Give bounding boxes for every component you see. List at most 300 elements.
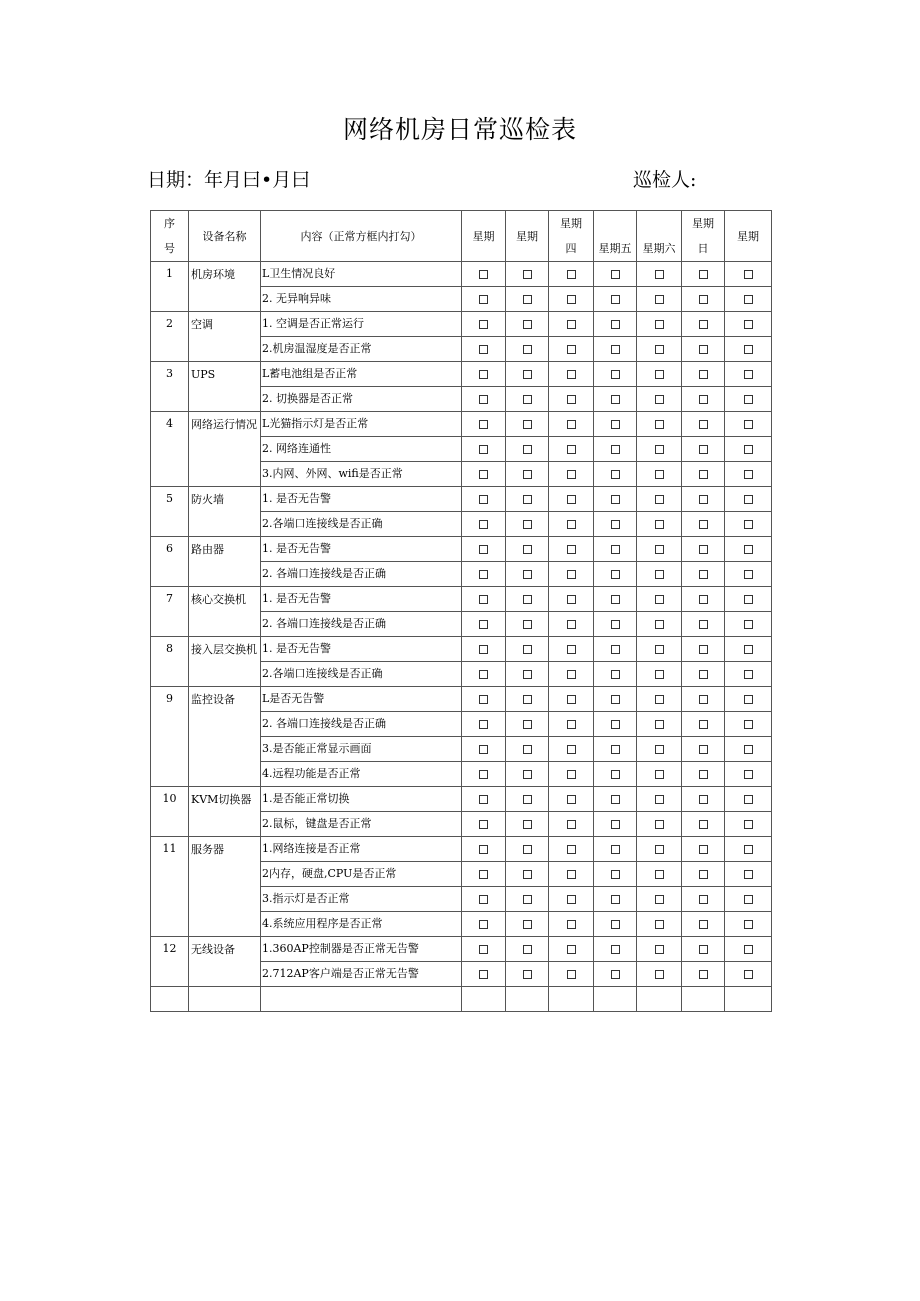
checkbox-icon[interactable] <box>611 570 620 579</box>
day-check-cell[interactable] <box>462 312 506 337</box>
checkbox-icon[interactable] <box>744 845 753 854</box>
day-check-cell[interactable] <box>506 262 549 287</box>
checkbox-icon[interactable] <box>523 620 532 629</box>
day-check-cell[interactable] <box>725 787 772 812</box>
checkbox-icon[interactable] <box>479 270 488 279</box>
checkbox-icon[interactable] <box>699 295 708 304</box>
checkbox-icon[interactable] <box>699 545 708 554</box>
day-check-cell[interactable] <box>725 737 772 762</box>
day-check-cell[interactable] <box>549 287 594 312</box>
day-check-cell[interactable] <box>637 537 682 562</box>
checkbox-icon[interactable] <box>611 770 620 779</box>
day-check-cell[interactable] <box>682 337 725 362</box>
checkbox-icon[interactable] <box>655 420 664 429</box>
checkbox-icon[interactable] <box>699 920 708 929</box>
day-check-cell[interactable] <box>506 737 549 762</box>
checkbox-icon[interactable] <box>699 670 708 679</box>
day-check-cell[interactable] <box>682 462 725 487</box>
day-check-cell[interactable] <box>637 262 682 287</box>
day-check-cell[interactable] <box>682 962 725 987</box>
checkbox-icon[interactable] <box>655 545 664 554</box>
day-check-cell[interactable] <box>462 612 506 637</box>
checkbox-icon[interactable] <box>479 320 488 329</box>
day-check-cell[interactable] <box>594 462 637 487</box>
day-check-cell[interactable] <box>682 837 725 862</box>
checkbox-icon[interactable] <box>699 470 708 479</box>
checkbox-icon[interactable] <box>567 395 576 404</box>
day-check-cell[interactable] <box>462 512 506 537</box>
checkbox-icon[interactable] <box>699 870 708 879</box>
checkbox-icon[interactable] <box>744 645 753 654</box>
day-check-cell[interactable] <box>725 512 772 537</box>
day-check-cell[interactable] <box>637 737 682 762</box>
checkbox-icon[interactable] <box>655 845 664 854</box>
checkbox-icon[interactable] <box>655 620 664 629</box>
day-check-cell[interactable] <box>506 437 549 462</box>
day-check-cell[interactable] <box>506 312 549 337</box>
checkbox-icon[interactable] <box>479 470 488 479</box>
checkbox-icon[interactable] <box>699 795 708 804</box>
checkbox-icon[interactable] <box>611 895 620 904</box>
day-check-cell[interactable] <box>549 662 594 687</box>
checkbox-icon[interactable] <box>699 695 708 704</box>
blank-cell[interactable] <box>462 987 506 1012</box>
checkbox-icon[interactable] <box>523 345 532 354</box>
checkbox-icon[interactable] <box>567 770 576 779</box>
checkbox-icon[interactable] <box>479 720 488 729</box>
checkbox-icon[interactable] <box>479 345 488 354</box>
day-check-cell[interactable] <box>637 487 682 512</box>
day-check-cell[interactable] <box>549 937 594 962</box>
day-check-cell[interactable] <box>682 262 725 287</box>
day-check-cell[interactable] <box>594 487 637 512</box>
day-check-cell[interactable] <box>682 362 725 387</box>
day-check-cell[interactable] <box>637 812 682 837</box>
day-check-cell[interactable] <box>594 912 637 937</box>
blank-cell[interactable] <box>506 987 549 1012</box>
day-check-cell[interactable] <box>637 762 682 787</box>
day-check-cell[interactable] <box>725 287 772 312</box>
checkbox-icon[interactable] <box>567 970 576 979</box>
day-check-cell[interactable] <box>682 662 725 687</box>
day-check-cell[interactable] <box>594 812 637 837</box>
checkbox-icon[interactable] <box>479 770 488 779</box>
checkbox-icon[interactable] <box>744 520 753 529</box>
day-check-cell[interactable] <box>549 587 594 612</box>
day-check-cell[interactable] <box>725 762 772 787</box>
day-check-cell[interactable] <box>637 562 682 587</box>
checkbox-icon[interactable] <box>744 670 753 679</box>
checkbox-icon[interactable] <box>699 945 708 954</box>
checkbox-icon[interactable] <box>699 895 708 904</box>
day-check-cell[interactable] <box>725 462 772 487</box>
checkbox-icon[interactable] <box>611 920 620 929</box>
checkbox-icon[interactable] <box>744 345 753 354</box>
checkbox-icon[interactable] <box>567 695 576 704</box>
day-check-cell[interactable] <box>549 912 594 937</box>
checkbox-icon[interactable] <box>655 270 664 279</box>
day-check-cell[interactable] <box>682 912 725 937</box>
checkbox-icon[interactable] <box>567 820 576 829</box>
day-check-cell[interactable] <box>594 712 637 737</box>
checkbox-icon[interactable] <box>655 295 664 304</box>
day-check-cell[interactable] <box>462 962 506 987</box>
day-check-cell[interactable] <box>725 862 772 887</box>
checkbox-icon[interactable] <box>699 745 708 754</box>
day-check-cell[interactable] <box>725 662 772 687</box>
day-check-cell[interactable] <box>462 687 506 712</box>
checkbox-icon[interactable] <box>655 970 664 979</box>
checkbox-icon[interactable] <box>699 770 708 779</box>
day-check-cell[interactable] <box>725 712 772 737</box>
checkbox-icon[interactable] <box>523 370 532 379</box>
day-check-cell[interactable] <box>506 787 549 812</box>
checkbox-icon[interactable] <box>611 370 620 379</box>
checkbox-icon[interactable] <box>744 545 753 554</box>
day-check-cell[interactable] <box>725 387 772 412</box>
day-check-cell[interactable] <box>594 387 637 412</box>
checkbox-icon[interactable] <box>567 420 576 429</box>
checkbox-icon[interactable] <box>744 445 753 454</box>
day-check-cell[interactable] <box>506 887 549 912</box>
day-check-cell[interactable] <box>462 937 506 962</box>
day-check-cell[interactable] <box>506 662 549 687</box>
day-check-cell[interactable] <box>682 587 725 612</box>
day-check-cell[interactable] <box>594 962 637 987</box>
checkbox-icon[interactable] <box>479 420 488 429</box>
checkbox-icon[interactable] <box>699 845 708 854</box>
day-check-cell[interactable] <box>594 787 637 812</box>
day-check-cell[interactable] <box>637 912 682 937</box>
day-check-cell[interactable] <box>725 687 772 712</box>
checkbox-icon[interactable] <box>611 795 620 804</box>
day-check-cell[interactable] <box>549 462 594 487</box>
checkbox-icon[interactable] <box>744 495 753 504</box>
day-check-cell[interactable] <box>506 637 549 662</box>
day-check-cell[interactable] <box>594 362 637 387</box>
day-check-cell[interactable] <box>549 862 594 887</box>
day-check-cell[interactable] <box>549 262 594 287</box>
checkbox-icon[interactable] <box>744 745 753 754</box>
day-check-cell[interactable] <box>637 862 682 887</box>
checkbox-icon[interactable] <box>523 295 532 304</box>
day-check-cell[interactable] <box>549 512 594 537</box>
checkbox-icon[interactable] <box>611 870 620 879</box>
blank-cell[interactable] <box>725 987 772 1012</box>
checkbox-icon[interactable] <box>744 395 753 404</box>
day-check-cell[interactable] <box>682 487 725 512</box>
day-check-cell[interactable] <box>594 737 637 762</box>
day-check-cell[interactable] <box>637 462 682 487</box>
day-check-cell[interactable] <box>462 862 506 887</box>
day-check-cell[interactable] <box>682 312 725 337</box>
checkbox-icon[interactable] <box>479 945 488 954</box>
checkbox-icon[interactable] <box>479 495 488 504</box>
checkbox-icon[interactable] <box>611 470 620 479</box>
blank-cell[interactable] <box>189 987 261 1012</box>
checkbox-icon[interactable] <box>567 370 576 379</box>
day-check-cell[interactable] <box>682 387 725 412</box>
checkbox-icon[interactable] <box>523 745 532 754</box>
checkbox-icon[interactable] <box>655 770 664 779</box>
checkbox-icon[interactable] <box>567 345 576 354</box>
checkbox-icon[interactable] <box>611 295 620 304</box>
checkbox-icon[interactable] <box>699 420 708 429</box>
checkbox-icon[interactable] <box>567 745 576 754</box>
day-check-cell[interactable] <box>725 937 772 962</box>
day-check-cell[interactable] <box>725 262 772 287</box>
checkbox-icon[interactable] <box>655 720 664 729</box>
checkbox-icon[interactable] <box>567 495 576 504</box>
checkbox-icon[interactable] <box>523 645 532 654</box>
checkbox-icon[interactable] <box>744 270 753 279</box>
day-check-cell[interactable] <box>506 587 549 612</box>
day-check-cell[interactable] <box>462 737 506 762</box>
checkbox-icon[interactable] <box>479 370 488 379</box>
day-check-cell[interactable] <box>462 787 506 812</box>
checkbox-icon[interactable] <box>611 595 620 604</box>
day-check-cell[interactable] <box>549 487 594 512</box>
checkbox-icon[interactable] <box>611 420 620 429</box>
checkbox-icon[interactable] <box>655 570 664 579</box>
day-check-cell[interactable] <box>594 587 637 612</box>
day-check-cell[interactable] <box>594 287 637 312</box>
checkbox-icon[interactable] <box>611 720 620 729</box>
checkbox-icon[interactable] <box>655 320 664 329</box>
day-check-cell[interactable] <box>506 862 549 887</box>
checkbox-icon[interactable] <box>479 820 488 829</box>
day-check-cell[interactable] <box>637 362 682 387</box>
checkbox-icon[interactable] <box>479 745 488 754</box>
checkbox-icon[interactable] <box>744 720 753 729</box>
day-check-cell[interactable] <box>549 837 594 862</box>
checkbox-icon[interactable] <box>479 595 488 604</box>
day-check-cell[interactable] <box>725 612 772 637</box>
day-check-cell[interactable] <box>506 762 549 787</box>
day-check-cell[interactable] <box>506 412 549 437</box>
checkbox-icon[interactable] <box>744 695 753 704</box>
checkbox-icon[interactable] <box>655 520 664 529</box>
day-check-cell[interactable] <box>725 837 772 862</box>
day-check-cell[interactable] <box>682 537 725 562</box>
checkbox-icon[interactable] <box>523 895 532 904</box>
checkbox-icon[interactable] <box>523 445 532 454</box>
checkbox-icon[interactable] <box>611 345 620 354</box>
day-check-cell[interactable] <box>506 487 549 512</box>
checkbox-icon[interactable] <box>611 320 620 329</box>
day-check-cell[interactable] <box>506 287 549 312</box>
checkbox-icon[interactable] <box>611 845 620 854</box>
checkbox-icon[interactable] <box>479 895 488 904</box>
day-check-cell[interactable] <box>462 437 506 462</box>
checkbox-icon[interactable] <box>479 845 488 854</box>
checkbox-icon[interactable] <box>655 670 664 679</box>
blank-cell[interactable] <box>682 987 725 1012</box>
checkbox-icon[interactable] <box>655 370 664 379</box>
day-check-cell[interactable] <box>506 612 549 637</box>
checkbox-icon[interactable] <box>611 695 620 704</box>
checkbox-icon[interactable] <box>655 870 664 879</box>
checkbox-icon[interactable] <box>611 495 620 504</box>
day-check-cell[interactable] <box>549 712 594 737</box>
checkbox-icon[interactable] <box>655 945 664 954</box>
checkbox-icon[interactable] <box>523 945 532 954</box>
checkbox-icon[interactable] <box>479 570 488 579</box>
day-check-cell[interactable] <box>594 837 637 862</box>
checkbox-icon[interactable] <box>567 645 576 654</box>
checkbox-icon[interactable] <box>567 445 576 454</box>
checkbox-icon[interactable] <box>744 595 753 604</box>
checkbox-icon[interactable] <box>567 870 576 879</box>
day-check-cell[interactable] <box>637 712 682 737</box>
blank-cell[interactable] <box>151 987 189 1012</box>
day-check-cell[interactable] <box>594 687 637 712</box>
checkbox-icon[interactable] <box>479 795 488 804</box>
day-check-cell[interactable] <box>725 312 772 337</box>
day-check-cell[interactable] <box>682 812 725 837</box>
checkbox-icon[interactable] <box>744 870 753 879</box>
day-check-cell[interactable] <box>549 887 594 912</box>
day-check-cell[interactable] <box>506 712 549 737</box>
checkbox-icon[interactable] <box>699 520 708 529</box>
checkbox-icon[interactable] <box>479 970 488 979</box>
checkbox-icon[interactable] <box>567 520 576 529</box>
checkbox-icon[interactable] <box>744 620 753 629</box>
checkbox-icon[interactable] <box>523 795 532 804</box>
checkbox-icon[interactable] <box>567 570 576 579</box>
day-check-cell[interactable] <box>637 587 682 612</box>
checkbox-icon[interactable] <box>567 795 576 804</box>
day-check-cell[interactable] <box>594 312 637 337</box>
day-check-cell[interactable] <box>682 762 725 787</box>
checkbox-icon[interactable] <box>744 970 753 979</box>
checkbox-icon[interactable] <box>655 645 664 654</box>
day-check-cell[interactable] <box>725 587 772 612</box>
day-check-cell[interactable] <box>682 887 725 912</box>
checkbox-icon[interactable] <box>479 870 488 879</box>
day-check-cell[interactable] <box>549 812 594 837</box>
day-check-cell[interactable] <box>506 937 549 962</box>
checkbox-icon[interactable] <box>611 945 620 954</box>
blank-cell[interactable] <box>594 987 637 1012</box>
checkbox-icon[interactable] <box>523 595 532 604</box>
day-check-cell[interactable] <box>725 887 772 912</box>
checkbox-icon[interactable] <box>699 345 708 354</box>
day-check-cell[interactable] <box>637 412 682 437</box>
day-check-cell[interactable] <box>637 512 682 537</box>
day-check-cell[interactable] <box>462 262 506 287</box>
day-check-cell[interactable] <box>682 737 725 762</box>
checkbox-icon[interactable] <box>523 420 532 429</box>
day-check-cell[interactable] <box>637 312 682 337</box>
day-check-cell[interactable] <box>506 837 549 862</box>
day-check-cell[interactable] <box>594 662 637 687</box>
checkbox-icon[interactable] <box>655 595 664 604</box>
day-check-cell[interactable] <box>682 287 725 312</box>
day-check-cell[interactable] <box>462 412 506 437</box>
checkbox-icon[interactable] <box>523 720 532 729</box>
day-check-cell[interactable] <box>594 887 637 912</box>
day-check-cell[interactable] <box>506 512 549 537</box>
day-check-cell[interactable] <box>506 962 549 987</box>
checkbox-icon[interactable] <box>611 970 620 979</box>
checkbox-icon[interactable] <box>523 545 532 554</box>
checkbox-icon[interactable] <box>699 370 708 379</box>
checkbox-icon[interactable] <box>699 620 708 629</box>
checkbox-icon[interactable] <box>479 295 488 304</box>
day-check-cell[interactable] <box>594 337 637 362</box>
day-check-cell[interactable] <box>682 562 725 587</box>
checkbox-icon[interactable] <box>567 595 576 604</box>
day-check-cell[interactable] <box>682 687 725 712</box>
day-check-cell[interactable] <box>549 437 594 462</box>
day-check-cell[interactable] <box>637 337 682 362</box>
checkbox-icon[interactable] <box>699 320 708 329</box>
day-check-cell[interactable] <box>637 662 682 687</box>
checkbox-icon[interactable] <box>655 495 664 504</box>
checkbox-icon[interactable] <box>567 295 576 304</box>
day-check-cell[interactable] <box>462 837 506 862</box>
checkbox-icon[interactable] <box>744 370 753 379</box>
checkbox-icon[interactable] <box>523 520 532 529</box>
day-check-cell[interactable] <box>637 637 682 662</box>
checkbox-icon[interactable] <box>611 645 620 654</box>
checkbox-icon[interactable] <box>744 470 753 479</box>
checkbox-icon[interactable] <box>611 520 620 529</box>
checkbox-icon[interactable] <box>655 920 664 929</box>
checkbox-icon[interactable] <box>523 920 532 929</box>
checkbox-icon[interactable] <box>523 270 532 279</box>
day-check-cell[interactable] <box>549 762 594 787</box>
day-check-cell[interactable] <box>462 337 506 362</box>
day-check-cell[interactable] <box>682 437 725 462</box>
day-check-cell[interactable] <box>637 962 682 987</box>
day-check-cell[interactable] <box>549 387 594 412</box>
checkbox-icon[interactable] <box>655 895 664 904</box>
checkbox-icon[interactable] <box>744 420 753 429</box>
checkbox-icon[interactable] <box>699 820 708 829</box>
checkbox-icon[interactable] <box>699 395 708 404</box>
day-check-cell[interactable] <box>682 712 725 737</box>
checkbox-icon[interactable] <box>567 845 576 854</box>
checkbox-icon[interactable] <box>611 545 620 554</box>
day-check-cell[interactable] <box>549 337 594 362</box>
day-check-cell[interactable] <box>462 462 506 487</box>
day-check-cell[interactable] <box>462 387 506 412</box>
day-check-cell[interactable] <box>725 487 772 512</box>
checkbox-icon[interactable] <box>523 320 532 329</box>
checkbox-icon[interactable] <box>523 695 532 704</box>
day-check-cell[interactable] <box>594 412 637 437</box>
day-check-cell[interactable] <box>637 387 682 412</box>
checkbox-icon[interactable] <box>479 545 488 554</box>
day-check-cell[interactable] <box>506 562 549 587</box>
checkbox-icon[interactable] <box>655 395 664 404</box>
checkbox-icon[interactable] <box>699 445 708 454</box>
checkbox-icon[interactable] <box>744 320 753 329</box>
day-check-cell[interactable] <box>506 387 549 412</box>
checkbox-icon[interactable] <box>523 770 532 779</box>
checkbox-icon[interactable] <box>744 945 753 954</box>
day-check-cell[interactable] <box>725 812 772 837</box>
day-check-cell[interactable] <box>462 587 506 612</box>
day-check-cell[interactable] <box>682 612 725 637</box>
day-check-cell[interactable] <box>682 787 725 812</box>
checkbox-icon[interactable] <box>567 720 576 729</box>
checkbox-icon[interactable] <box>523 845 532 854</box>
checkbox-icon[interactable] <box>567 470 576 479</box>
checkbox-icon[interactable] <box>567 270 576 279</box>
